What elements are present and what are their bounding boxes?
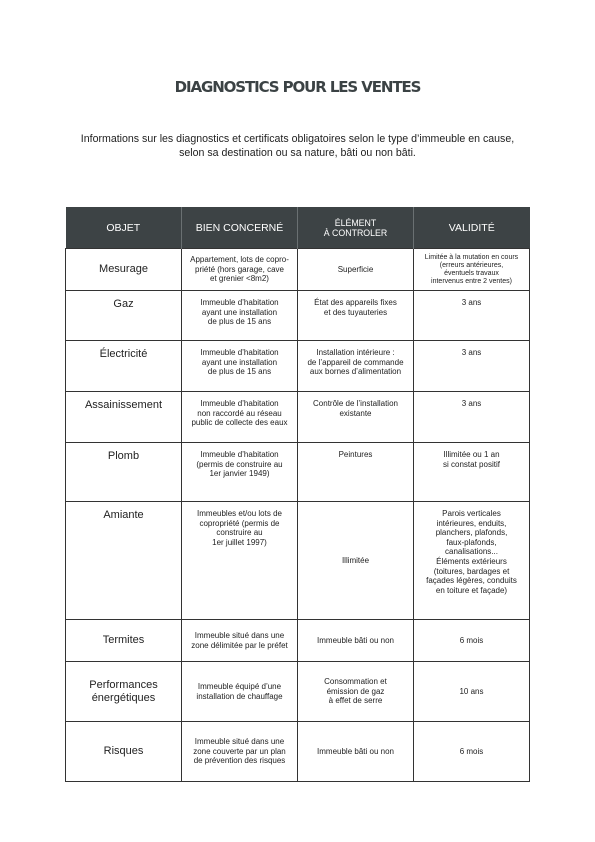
cell-objet bbox=[66, 443, 182, 502]
cell-line: 3 ans bbox=[461, 399, 482, 408]
cell-line: Immeuble d’habitation bbox=[200, 399, 279, 408]
cell-objet bbox=[66, 249, 182, 291]
cell-line: (toitures, bardages et bbox=[433, 566, 510, 576]
cell-line: et grenier <8m2) bbox=[210, 274, 269, 284]
cell-line: non raccordé au réseau bbox=[197, 408, 282, 418]
cell-line: Appartement, lots de copro- bbox=[190, 255, 289, 265]
cell-line: 6 mois bbox=[459, 635, 484, 645]
cell-line: zone couverte par un plan bbox=[193, 746, 286, 756]
cell-line: Immeuble d’habitation bbox=[200, 298, 279, 307]
cell-validite bbox=[414, 620, 530, 662]
page-title: DIAGNOSTICS POUR LES VENTES bbox=[174, 78, 421, 96]
cell-line: faux-plafonds, bbox=[446, 537, 497, 547]
cell-validite bbox=[414, 249, 530, 291]
cell-element bbox=[298, 443, 414, 502]
cell-line: de plus de 15 ans bbox=[207, 367, 272, 377]
cell-line: et des tuyauteries bbox=[323, 307, 388, 317]
table-row bbox=[66, 502, 530, 620]
cell-element bbox=[298, 341, 414, 392]
cell-line: copropriété (permis de bbox=[199, 518, 280, 528]
table-row bbox=[66, 722, 530, 782]
cell-element bbox=[298, 620, 414, 662]
cell-line: installation de chauffage bbox=[196, 691, 283, 701]
cell-element bbox=[298, 722, 414, 782]
header-objet: OBJET bbox=[66, 207, 182, 249]
cell-validite bbox=[414, 443, 530, 502]
cell-line: Installation intérieure : bbox=[316, 348, 395, 357]
cell-line: Limitée à la mutation en cours bbox=[424, 253, 519, 261]
table-row bbox=[66, 620, 530, 662]
cell-bien bbox=[182, 291, 298, 341]
cell-line: Contrôle de l’installation bbox=[313, 399, 398, 408]
cell-element bbox=[298, 392, 414, 443]
cell-line: ayant une installation bbox=[201, 357, 278, 367]
cell-line: si constat positif bbox=[443, 459, 500, 469]
cell-line: 1er janvier 1949) bbox=[209, 469, 270, 479]
table-row bbox=[66, 392, 530, 443]
cell-line: Immeuble d’habitation bbox=[200, 450, 279, 459]
cell-line: planchers, plafonds, bbox=[435, 528, 508, 538]
cell-line: Risques bbox=[103, 745, 144, 757]
cell-line: Immeuble bâti ou non bbox=[317, 746, 394, 756]
cell-line: Amiante bbox=[103, 509, 144, 521]
cell-validite bbox=[414, 291, 530, 341]
table-row bbox=[66, 249, 530, 291]
cell-objet bbox=[66, 392, 182, 443]
cell-objet bbox=[66, 341, 182, 392]
cell-line: Immeuble équipé d’une bbox=[197, 681, 282, 691]
cell-line: 1er juillet 1997) bbox=[212, 537, 267, 547]
header-validite: VALIDITÉ bbox=[414, 207, 530, 249]
cell-bien bbox=[182, 722, 298, 782]
cell-objet bbox=[66, 502, 182, 620]
cell-line: canalisations... bbox=[445, 547, 498, 557]
cell-element bbox=[298, 291, 414, 341]
header-element-line-2: À CONTROLER bbox=[323, 227, 388, 238]
cell-element bbox=[298, 249, 414, 291]
cell-line: État des appareils fixes bbox=[314, 298, 397, 307]
intro-line-1: Informations sur les diagnostics et certificats obligatoires selon le type d’immeuble en cause, bbox=[80, 133, 515, 145]
cell-element bbox=[298, 502, 414, 620]
cell-line: Électricité bbox=[99, 348, 148, 360]
cell-line: intérieures, enduits, bbox=[436, 518, 507, 528]
cell-bien bbox=[182, 249, 298, 291]
header-bien-concerne: BIEN CONCERNÉ bbox=[182, 207, 298, 249]
cell-line: aux bornes d’alimentation bbox=[309, 367, 402, 377]
cell-objet bbox=[66, 291, 182, 341]
cell-line: 10 ans bbox=[459, 686, 484, 696]
cell-line: intervenus entre 2 ventes) bbox=[431, 277, 512, 285]
cell-objet bbox=[66, 662, 182, 722]
cell-line: façades légères, conduits bbox=[426, 576, 517, 586]
cell-line: (permis de construire au bbox=[196, 459, 283, 469]
cell-line: de prévention des risques bbox=[193, 756, 286, 766]
cell-line: de plus de 15 ans bbox=[207, 317, 272, 327]
cell-line: 3 ans bbox=[461, 348, 482, 357]
cell-line: Assainissement bbox=[84, 399, 163, 411]
cell-line: à effet de serre bbox=[328, 696, 383, 706]
cell-line: 6 mois bbox=[459, 746, 484, 756]
cell-line: Immeubles et/ou lots de bbox=[197, 509, 282, 518]
cell-validite bbox=[414, 341, 530, 392]
cell-bien bbox=[182, 443, 298, 502]
cell-line: Immeuble situé dans une bbox=[194, 630, 285, 640]
cell-objet bbox=[66, 722, 182, 782]
cell-line: Immeuble bâti ou non bbox=[317, 635, 394, 645]
table-row bbox=[66, 662, 530, 722]
cell-line: Illimitée bbox=[341, 555, 370, 565]
cell-line: Plomb bbox=[107, 450, 140, 462]
table-body bbox=[66, 249, 530, 782]
cell-line: public de collecte des eaux bbox=[191, 418, 288, 428]
cell-line: zone délimitée par le préfet bbox=[191, 640, 288, 650]
cell-line: Consommation et bbox=[324, 677, 387, 687]
table-row bbox=[66, 291, 530, 341]
cell-line: Peintures bbox=[338, 450, 373, 459]
cell-bien bbox=[182, 341, 298, 392]
table-row bbox=[66, 443, 530, 502]
cell-bien bbox=[182, 620, 298, 662]
cell-line: Termites bbox=[102, 634, 145, 646]
cell-line: ayant une installation bbox=[201, 307, 278, 317]
intro-line-2: selon sa destination ou sa nature, bâti ou non bâti. bbox=[179, 147, 416, 159]
cell-validite bbox=[414, 722, 530, 782]
cell-bien bbox=[182, 392, 298, 443]
header-element-line-1: ÉLÉMENT bbox=[334, 217, 377, 228]
header-element bbox=[298, 207, 414, 249]
cell-line: Éléments extérieurs bbox=[436, 556, 507, 566]
cell-bien bbox=[182, 662, 298, 722]
diagnostics-table bbox=[65, 207, 530, 782]
cell-line: émission de gaz bbox=[326, 686, 385, 696]
cell-line: Performances bbox=[89, 678, 158, 691]
cell-line: Illimitée ou 1 an bbox=[443, 450, 500, 459]
cell-line: 3 ans bbox=[461, 298, 482, 307]
cell-line: Gaz bbox=[113, 298, 134, 310]
cell-line: Immeuble situé dans une bbox=[194, 737, 285, 747]
cell-objet bbox=[66, 620, 182, 662]
cell-element bbox=[298, 662, 414, 722]
cell-line: Immeuble d’habitation bbox=[200, 348, 279, 357]
cell-line: en toiture et façade) bbox=[435, 585, 508, 595]
cell-bien bbox=[182, 502, 298, 620]
table-header-row bbox=[66, 207, 530, 249]
cell-line: énergétiques bbox=[91, 691, 156, 704]
cell-validite bbox=[414, 392, 530, 443]
intro-text bbox=[40, 132, 555, 160]
cell-line: Mesurage bbox=[99, 263, 148, 275]
cell-line: éventuels travaux bbox=[444, 269, 499, 277]
cell-line: de l’appareil de commande bbox=[307, 357, 404, 367]
cell-line: Superficie bbox=[337, 264, 374, 274]
cell-line: construire au bbox=[216, 528, 263, 538]
cell-line: existante bbox=[339, 408, 372, 418]
cell-validite bbox=[414, 502, 530, 620]
cell-line: Parois verticales bbox=[442, 509, 501, 518]
cell-validite bbox=[414, 662, 530, 722]
table-row bbox=[66, 341, 530, 392]
cell-line: priété (hors garage, cave bbox=[195, 264, 284, 274]
cell-line: (erreurs antérieures, bbox=[439, 261, 504, 269]
